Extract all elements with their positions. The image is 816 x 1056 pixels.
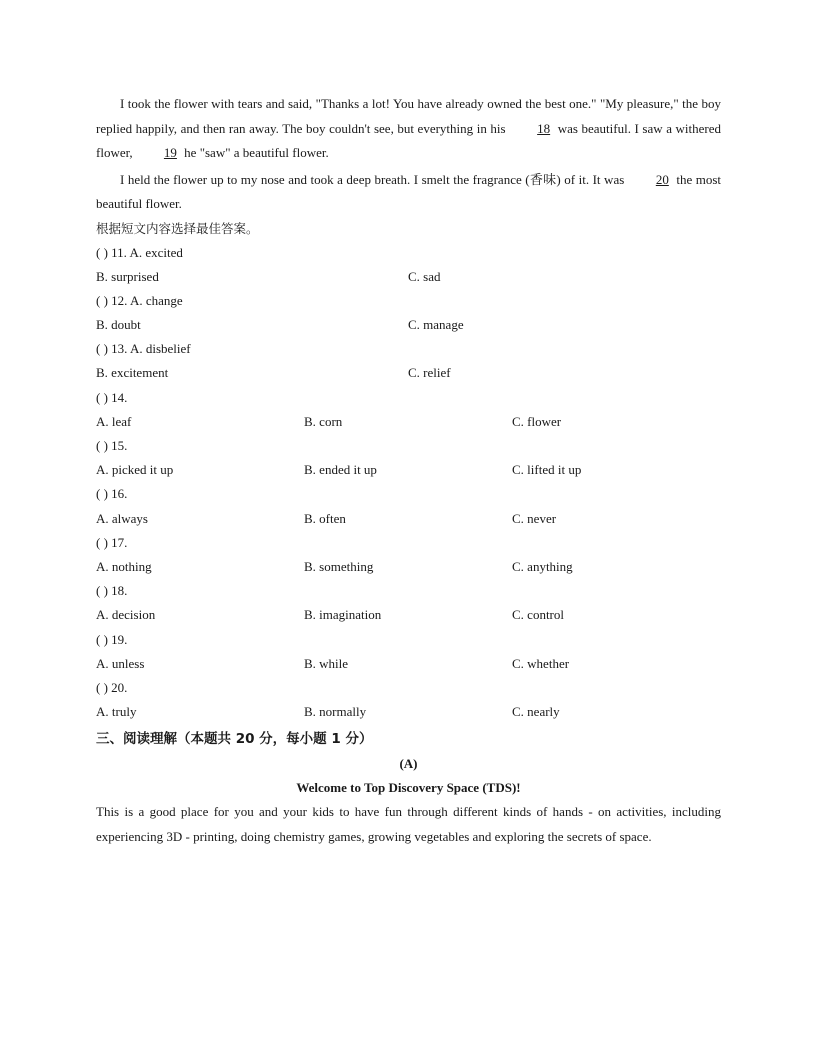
question-17 [96, 531, 721, 579]
passage-paragraph-2 [96, 168, 721, 217]
question-stem: ( ) 18. [96, 583, 128, 599]
blank-19: 19 [163, 145, 177, 160]
option-c: C. whether [512, 655, 570, 671]
passage-body: This is a good place for you and your kids to have fun through different kinds of hands - on activities, including experiencing 3D - printing, doing chemistry games, growing vegetables and exploring the secrets of space. [96, 804, 721, 844]
option-c: C. lifted it up [512, 462, 582, 478]
question-18 [96, 579, 721, 627]
option-b: B. corn [304, 413, 343, 429]
option-row [96, 700, 721, 724]
option-b: B. imagination [304, 607, 382, 623]
option-c: C. manage [408, 317, 464, 333]
option-a: A. picked it up [96, 462, 174, 478]
option-c: C. relief [408, 365, 451, 381]
question-14 [96, 386, 721, 434]
option-c: C. anything [512, 558, 573, 574]
passage-text: he "saw" a beautiful flower. [184, 145, 329, 160]
question-stem: ( ) 12. A. change [96, 292, 183, 308]
question-stem: ( ) 19. [96, 631, 128, 647]
question-stem: ( ) 17. [96, 534, 128, 550]
option-b: B. doubt [96, 317, 141, 333]
option-row [96, 410, 721, 434]
option-c: C. never [512, 510, 557, 526]
passage-text: I held the flower up to my nose and took a deep breath. I smelt the fragrance (香味) of it. It was [120, 171, 625, 187]
section-heading: 三、阅读理解（本题共 20 分，每小题 1 分） [96, 731, 373, 748]
option-row [96, 265, 721, 289]
option-row [96, 555, 721, 579]
option-b: B. ended it up [304, 462, 377, 478]
passage-label: (A) [399, 756, 418, 772]
instruction: 根据短文内容选择最佳答案。 [96, 220, 259, 236]
option-a: A. leaf [96, 413, 132, 429]
question-stem: ( ) 14. [96, 389, 128, 405]
option-b: B. surprised [96, 268, 159, 284]
question-19 [96, 628, 721, 676]
option-a: A. unless [96, 655, 145, 671]
question-12 [96, 289, 721, 337]
option-row [96, 507, 721, 531]
passage-text: the most beautiful flower. [96, 171, 722, 211]
question-stem: ( ) 15. [96, 438, 128, 453]
question-stem: ( ) 13. A. disbelief [96, 341, 191, 357]
option-b: B. normally [304, 704, 367, 720]
option-row [96, 361, 721, 385]
option-row [96, 313, 721, 337]
option-row [96, 652, 721, 676]
option-row [96, 603, 721, 627]
passage-text: was beautiful. I saw a withered flower, [96, 120, 722, 160]
question-11 [96, 241, 721, 289]
passage-title: Welcome to Top Discovery Space (TDS)! [296, 780, 521, 796]
option-b: B. excitement [96, 365, 169, 381]
question-stem: ( ) 11. A. excited [96, 244, 183, 260]
option-c: C. flower [512, 413, 562, 429]
option-row [96, 458, 721, 482]
option-c: C. sad [408, 268, 441, 284]
option-c: C. nearly [512, 704, 560, 720]
option-a: A. decision [96, 607, 156, 623]
option-b: B. something [304, 558, 374, 574]
option-c: C. control [512, 607, 564, 623]
blank-20: 20 [655, 171, 669, 187]
question-stem: ( ) 20. [96, 679, 128, 695]
option-a: A. nothing [96, 558, 152, 574]
question-16 [96, 482, 721, 530]
option-a: A. truly [96, 704, 137, 720]
question-20 [96, 676, 721, 724]
option-a: A. always [96, 510, 148, 526]
option-b: B. while [304, 655, 349, 671]
worksheet-page [96, 92, 721, 849]
option-b: B. often [304, 510, 346, 526]
blank-18: 18 [537, 120, 551, 136]
question-13 [96, 337, 721, 385]
question-15 [96, 434, 721, 482]
passage-text: I took the flower with tears and said, "Thanks a lot! You have already owned the best one." "My pleasure," the boy replied happily, and then ran away. The boy couldn't see, but everything in his [96, 96, 721, 136]
passage-paragraph-1 [96, 92, 721, 166]
question-stem: ( ) 16. [96, 486, 128, 502]
